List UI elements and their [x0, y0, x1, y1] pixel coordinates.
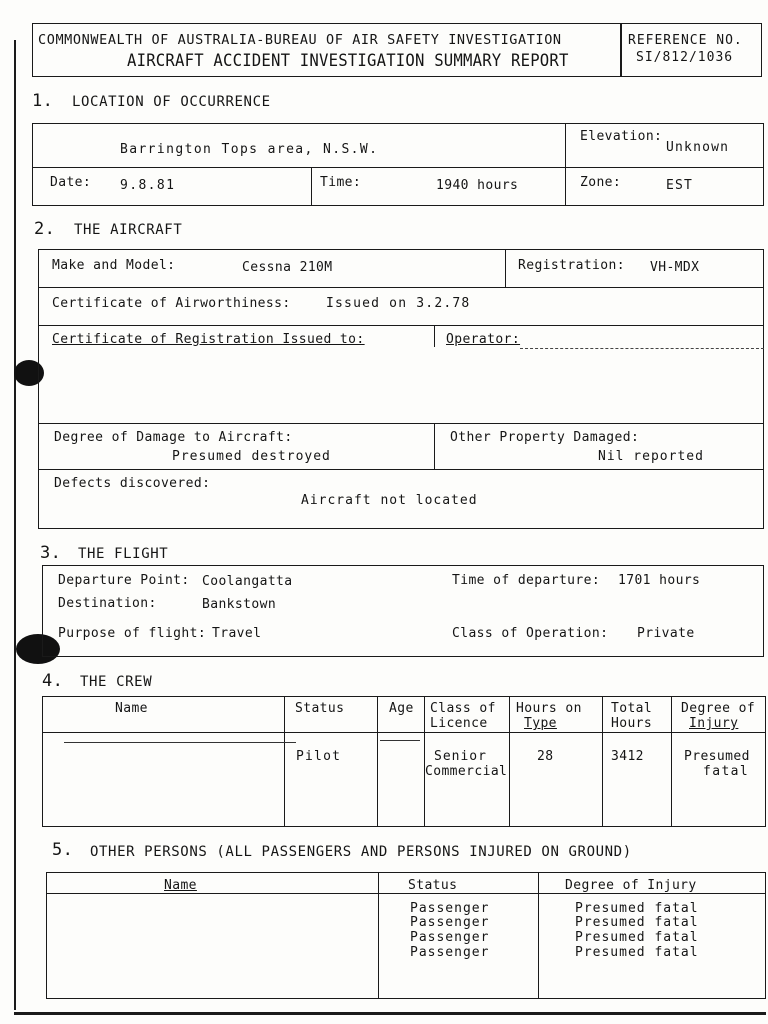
other-property-value: Nil reported — [598, 449, 704, 464]
crew-col-injury-2: Injury — [689, 716, 739, 731]
section-2-number: 2. — [34, 219, 56, 239]
divider — [38, 287, 764, 288]
defects-value: Aircraft not located — [301, 493, 478, 508]
zone-label: Zone: — [580, 175, 622, 190]
section-4-heading: THE CREW — [80, 674, 153, 690]
divider — [520, 348, 764, 349]
registration-value: VH-MDX — [650, 260, 700, 275]
divider — [284, 696, 285, 827]
divider — [46, 893, 766, 894]
destination-value: Bankstown — [202, 597, 277, 612]
crew-col-injury: Degree of — [681, 701, 756, 716]
crew-hours-type: 28 — [537, 749, 554, 764]
coa-value: Issued on 3.2.78 — [326, 296, 471, 311]
divider — [509, 696, 510, 827]
section-3-heading: THE FLIGHT — [78, 546, 169, 562]
coa-label: Certificate of Airworthiness: — [52, 296, 291, 311]
divider — [424, 696, 425, 827]
damage-label: Degree of Damage to Aircraft: — [54, 430, 293, 445]
divider — [671, 696, 672, 827]
zone-value: EST — [666, 178, 694, 193]
class-label: Class of Operation: — [452, 626, 609, 641]
departure-label: Departure Point: — [58, 573, 190, 588]
section-3-number: 3. — [40, 543, 62, 563]
persons-col-name: Name — [164, 878, 197, 893]
purpose-label: Purpose of flight: — [58, 626, 207, 641]
date-value: 9.8.81 — [120, 178, 176, 193]
section-1-heading: LOCATION OF OCCURRENCE — [72, 94, 271, 110]
page-left-edge — [14, 40, 16, 1010]
crew-col-licence: Class of — [430, 701, 496, 716]
divider — [42, 732, 766, 733]
passenger-status: Passenger — [410, 901, 490, 916]
crew-injury: Presumed — [684, 749, 750, 764]
crew-col-hours-type-2: Type — [524, 716, 557, 731]
divider — [378, 872, 379, 999]
divider — [434, 325, 435, 347]
time-departure-label: Time of departure: — [452, 573, 601, 588]
crew-col-total-2: Hours — [611, 716, 653, 731]
crew-col-hours-type: Hours on — [516, 701, 582, 716]
divider — [311, 167, 312, 206]
elevation-value: Unknown — [666, 140, 730, 155]
persons-col-status: Status — [408, 878, 458, 893]
page-bottom-edge — [14, 1012, 766, 1015]
divider — [38, 469, 764, 470]
divider — [434, 423, 435, 469]
passenger-status: Passenger — [410, 945, 490, 960]
registration-label: Registration: — [518, 258, 625, 273]
reference-label: REFERENCE NO. — [628, 33, 743, 48]
cor-label: Certificate of Registration Issued to: — [52, 332, 365, 347]
make-label: Make and Model: — [52, 258, 176, 273]
section-5-number: 5. — [52, 840, 74, 860]
class-value: Private — [637, 626, 695, 641]
divider — [38, 423, 764, 424]
header-org: COMMONWEALTH OF AUSTRALIA-BUREAU OF AIR SAFETY INVESTIGATION — [38, 32, 562, 48]
divider — [565, 123, 566, 206]
other-property-label: Other Property Damaged: — [450, 430, 640, 445]
passenger-status: Passenger — [410, 930, 490, 945]
divider — [538, 872, 539, 999]
passenger-injury: Presumed fatal — [575, 945, 699, 960]
crew-licence: Senior — [434, 749, 487, 764]
crew-col-name: Name — [115, 701, 148, 716]
persons-col-injury: Degree of Injury — [565, 878, 697, 893]
reference-value: SI/812/1036 — [636, 50, 734, 65]
passenger-injury: Presumed fatal — [575, 930, 699, 945]
date-label: Date: — [50, 175, 92, 190]
crew-total-hours: 3412 — [611, 749, 644, 764]
crew-col-total: Total — [611, 701, 653, 716]
passenger-status: Passenger — [410, 915, 490, 930]
time-departure-value: 1701 hours — [618, 573, 701, 588]
location-value: Barrington Tops area, N.S.W. — [120, 142, 379, 157]
section-5-heading: OTHER PERSONS (ALL PASSENGERS AND PERSONS INJURED ON GROUND) — [90, 844, 632, 860]
divider — [64, 742, 296, 743]
divider — [377, 696, 378, 827]
departure-value: Coolangatta — [202, 574, 293, 589]
destination-label: Destination: — [58, 596, 157, 611]
passenger-injury: Presumed fatal — [575, 901, 699, 916]
damage-value: Presumed destroyed — [172, 449, 331, 464]
defects-label: Defects discovered: — [54, 476, 211, 491]
crew-status: Pilot — [296, 749, 342, 764]
divider — [32, 167, 764, 168]
time-value: 1940 hours — [436, 178, 519, 193]
passenger-injury: Presumed fatal — [575, 915, 699, 930]
section-4-number: 4. — [42, 671, 64, 691]
crew-col-licence-2: Licence — [430, 716, 488, 731]
divider — [505, 249, 506, 287]
purpose-value: Travel — [212, 626, 262, 641]
divider — [38, 325, 764, 326]
make-value: Cessna 210M — [242, 260, 333, 275]
crew-licence-2: Commercial — [425, 764, 508, 779]
crew-col-status: Status — [295, 701, 345, 716]
crew-injury-2: fatal — [703, 764, 750, 779]
operator-label: Operator: — [446, 332, 521, 347]
section-2-heading: THE AIRCRAFT — [74, 222, 183, 238]
time-label: Time: — [320, 175, 362, 190]
crew-col-age: Age — [389, 701, 414, 716]
divider — [602, 696, 603, 827]
section-1-number: 1. — [32, 91, 54, 111]
elevation-label: Elevation: — [580, 129, 663, 144]
report-title: AIRCRAFT ACCIDENT INVESTIGATION SUMMARY REPORT — [127, 51, 569, 71]
divider — [380, 740, 420, 741]
